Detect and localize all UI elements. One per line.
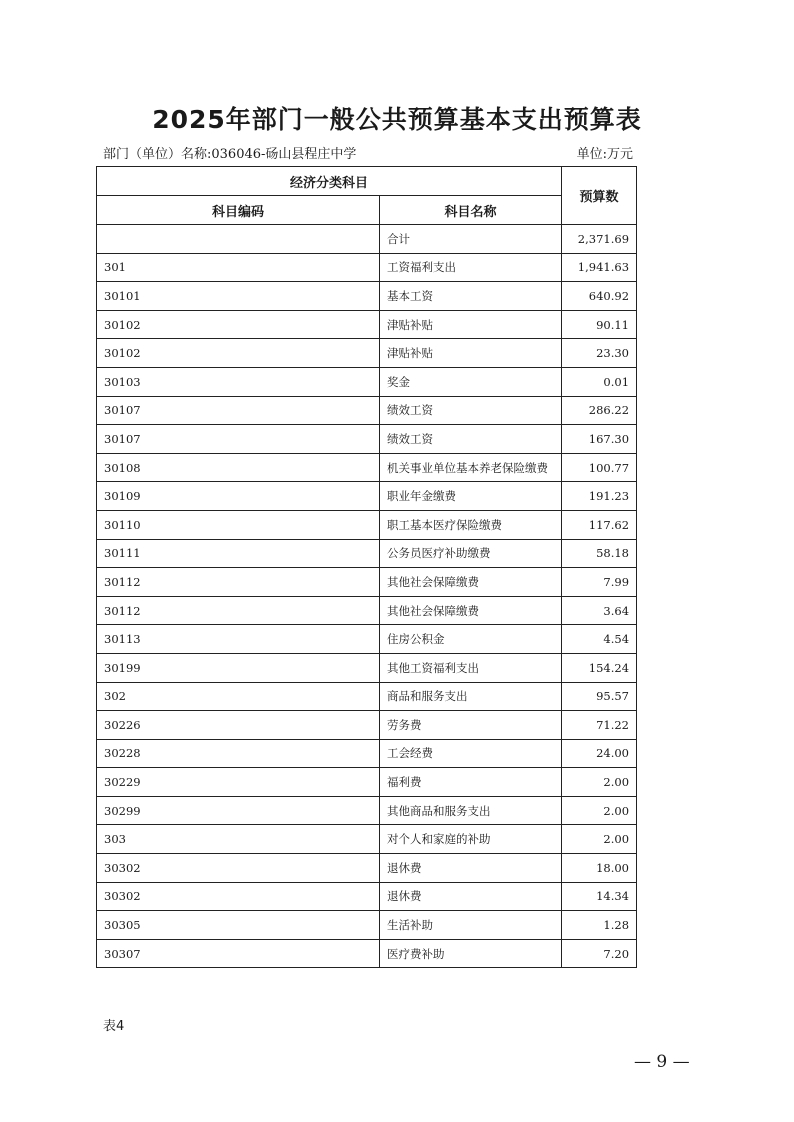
cell-code: 30111 xyxy=(97,539,380,568)
table-row xyxy=(97,396,637,425)
cell-code: 30302 xyxy=(97,882,380,911)
cell-amount: 2.00 xyxy=(562,768,637,797)
cell-amount: 7.99 xyxy=(562,568,637,597)
cell-name: 劳务费 xyxy=(380,711,562,740)
cell-code: 302 xyxy=(97,682,380,711)
table-row xyxy=(97,825,637,854)
table-row xyxy=(97,653,637,682)
cell-code: 30226 xyxy=(97,711,380,740)
cell-code: 30108 xyxy=(97,453,380,482)
cell-code: 30110 xyxy=(97,510,380,539)
cell-amount: 58.18 xyxy=(562,539,637,568)
cell-code: 30302 xyxy=(97,854,380,883)
table-row xyxy=(97,453,637,482)
cell-amount: 7.20 xyxy=(562,939,637,968)
cell-name: 奖金 xyxy=(380,367,562,396)
cell-code: 30112 xyxy=(97,568,380,597)
cell-name: 绩效工资 xyxy=(380,425,562,454)
table-row xyxy=(97,425,637,454)
cell-code: 30305 xyxy=(97,911,380,940)
cell-code: 30109 xyxy=(97,482,380,511)
table-row xyxy=(97,482,637,511)
cell-amount: 3.64 xyxy=(562,596,637,625)
cell-amount: 640.92 xyxy=(562,282,637,311)
cell-name: 其他社会保障缴费 xyxy=(380,596,562,625)
table-row xyxy=(97,539,637,568)
cell-code: 30112 xyxy=(97,596,380,625)
cell-amount: 0.01 xyxy=(562,367,637,396)
cell-code: 30229 xyxy=(97,768,380,797)
budget-amount-header: 预算数 xyxy=(562,167,637,225)
cell-name: 福利费 xyxy=(380,768,562,797)
cell-code: 30107 xyxy=(97,396,380,425)
cell-name: 其他工资福利支出 xyxy=(380,653,562,682)
table-footnote: 表4 xyxy=(103,1019,125,1034)
cell-name: 对个人和家庭的补助 xyxy=(380,825,562,854)
cell-name: 公务员医疗补助缴费 xyxy=(380,539,562,568)
cell-name: 商品和服务支出 xyxy=(380,682,562,711)
cell-name: 基本工资 xyxy=(380,282,562,311)
cell-amount: 286.22 xyxy=(562,396,637,425)
department-label: 部门（单位）名称:036046-砀山县程庄中学 xyxy=(103,147,357,162)
cell-name: 合计 xyxy=(380,225,562,254)
cell-code: 30299 xyxy=(97,796,380,825)
cell-amount: 2.00 xyxy=(562,825,637,854)
cell-amount: 117.62 xyxy=(562,510,637,539)
cell-amount: 191.23 xyxy=(562,482,637,511)
cell-name: 医疗费补助 xyxy=(380,939,562,968)
cell-amount: 71.22 xyxy=(562,711,637,740)
table-row xyxy=(97,310,637,339)
table-row xyxy=(97,682,637,711)
table-row xyxy=(97,339,637,368)
cell-amount: 24.00 xyxy=(562,739,637,768)
cell-code: 30113 xyxy=(97,625,380,654)
cell-name: 其他商品和服务支出 xyxy=(380,796,562,825)
cell-amount: 2,371.69 xyxy=(562,225,637,254)
table-row xyxy=(97,225,637,254)
budget-table xyxy=(96,166,637,968)
cell-amount: 14.34 xyxy=(562,882,637,911)
unit-label: 单位:万元 xyxy=(576,147,633,162)
cell-code xyxy=(97,225,380,254)
cell-name: 退休费 xyxy=(380,854,562,883)
cell-amount: 154.24 xyxy=(562,653,637,682)
economic-classification-header: 经济分类科目 xyxy=(97,167,562,196)
table-row xyxy=(97,768,637,797)
table-row xyxy=(97,596,637,625)
cell-code: 30228 xyxy=(97,739,380,768)
table-row xyxy=(97,711,637,740)
table-row xyxy=(97,882,637,911)
cell-code: 30107 xyxy=(97,425,380,454)
cell-name: 津贴补贴 xyxy=(380,339,562,368)
table-row xyxy=(97,367,637,396)
cell-amount: 167.30 xyxy=(562,425,637,454)
table-row xyxy=(97,625,637,654)
table-body xyxy=(97,225,637,968)
cell-code: 30199 xyxy=(97,653,380,682)
table-row xyxy=(97,282,637,311)
cell-code: 30101 xyxy=(97,282,380,311)
cell-code: 30102 xyxy=(97,339,380,368)
cell-amount: 4.54 xyxy=(562,625,637,654)
subject-name-header: 科目名称 xyxy=(380,196,562,225)
cell-code: 30103 xyxy=(97,367,380,396)
cell-name: 退休费 xyxy=(380,882,562,911)
cell-name: 生活补助 xyxy=(380,911,562,940)
cell-code: 30307 xyxy=(97,939,380,968)
cell-name: 其他社会保障缴费 xyxy=(380,568,562,597)
cell-name: 工会经费 xyxy=(380,739,562,768)
cell-name: 工资福利支出 xyxy=(380,253,562,282)
cell-code: 301 xyxy=(97,253,380,282)
cell-code: 30102 xyxy=(97,310,380,339)
table-row xyxy=(97,939,637,968)
table-row xyxy=(97,253,637,282)
table-row xyxy=(97,739,637,768)
page-number: — 9 — xyxy=(634,1052,690,1072)
cell-amount: 1,941.63 xyxy=(562,253,637,282)
cell-name: 职工基本医疗保险缴费 xyxy=(380,510,562,539)
cell-code: 303 xyxy=(97,825,380,854)
table-row xyxy=(97,510,637,539)
cell-amount: 23.30 xyxy=(562,339,637,368)
cell-name: 职业年金缴费 xyxy=(380,482,562,511)
cell-amount: 90.11 xyxy=(562,310,637,339)
cell-amount: 1.28 xyxy=(562,911,637,940)
cell-amount: 100.77 xyxy=(562,453,637,482)
cell-name: 绩效工资 xyxy=(380,396,562,425)
cell-name: 津贴补贴 xyxy=(380,310,562,339)
table-row xyxy=(97,796,637,825)
cell-name: 机关事业单位基本养老保险缴费 xyxy=(380,453,562,482)
table-row xyxy=(97,911,637,940)
subject-code-header: 科目编码 xyxy=(97,196,380,225)
cell-name: 住房公积金 xyxy=(380,625,562,654)
table-row xyxy=(97,568,637,597)
cell-amount: 95.57 xyxy=(562,682,637,711)
cell-amount: 18.00 xyxy=(562,854,637,883)
page-title: 2025年部门一般公共预算基本支出预算表 xyxy=(152,105,642,134)
table-row xyxy=(97,854,637,883)
cell-amount: 2.00 xyxy=(562,796,637,825)
